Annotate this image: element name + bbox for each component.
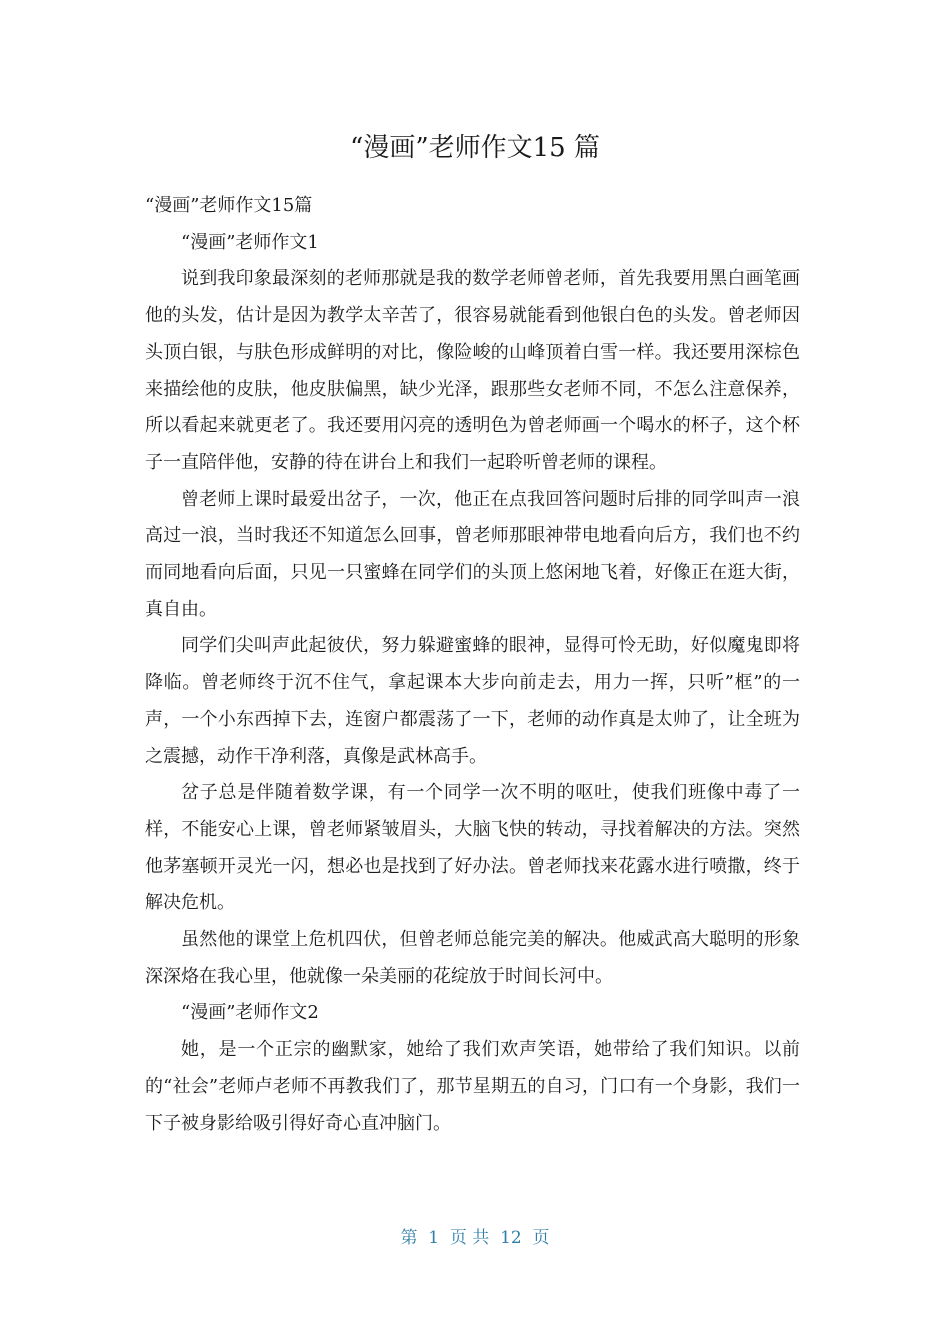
section-heading: “漫画”老师作文15篇 <box>145 195 313 216</box>
paragraph: 虽然他的课堂上危机四伏，但曾老师总能完美的解决。他威武高大聪明的形象深深烙在我心里，他就像一朵美丽的花绽放于时间长河中。 <box>145 929 800 987</box>
essay-heading: “漫画”老师作文2 <box>181 1002 319 1024</box>
essay-heading: “漫画”老师作文1 <box>181 231 319 253</box>
paragraph: 她，是一个正宗的幽默家，她给了我们欢声笑语，她带给了我们知识。以前的“社会”老师卢老师不再教我们了，那节星期五的自习，门口有一个身影，我们一下子被身影给吸引得好奇心直冲脑门。 <box>145 1039 800 1134</box>
page-footer: 第 1 页 共 12 页 <box>400 1228 550 1248</box>
document-body <box>145 188 800 1142</box>
paragraph: 说到我印象最深刻的老师那就是我的数学老师曾老师，首先我要用黑白画笔画他的头发，估计是因为教学太辛苦了，很容易就能看到他银白色的头发。曾老师因头顶白银，与肤色形成鲜明的对比，像险峻的山峰顶着白雪一样。我还要用深棕色来描绘他的皮肤，他皮肤偏黑，缺少光泽，跟那些女老师不同，不怎么注意保养，所以看起来就更老了。我还要用闪亮的透明色为曾老师画一个喝水的杯子，这个杯子一直陪伴他，安静的待在讲台上和我们一起聆听曾老师的课程。 <box>145 268 800 473</box>
paragraph: 曾老师上课时最爱出岔子，一次，他正在点我回答问题时后排的同学叫声一浪高过一浪，当时我还不知道怎么回事，曾老师那眼神带电地看向后方，我们也不约而同地看向后面，只见一只蜜蜂在同学们的头顶上悠闲地飞着，好像正在逛大街，真自由。 <box>145 488 800 620</box>
paragraph: 同学们尖叫声此起彼伏，努力躲避蜜蜂的眼神，显得可怜无助，好似魔鬼即将降临。曾老师终于沉不住气，拿起课本大步向前走去，用力一挥，只听”框”的一声，一个小东西掉下去，连窗户都震荡了一下，老师的动作真是太帅了，让全班为之震撼，动作干净利落，真像是武林高手。 <box>145 635 800 767</box>
paragraph: 岔子总是伴随着数学课，有一个同学一次不明的呕吐，使我们班像中毒了一样，不能安心上课，曾老师紧皱眉头，大脑飞快的转动，寻找着解决的方法。突然他茅塞顿开灵光一闪，想必也是找到了好办法。曾老师找来花露水进行喷撒，终于解决危机。 <box>145 782 800 914</box>
document-title: “漫画”老师作文15 篇 <box>350 133 600 163</box>
